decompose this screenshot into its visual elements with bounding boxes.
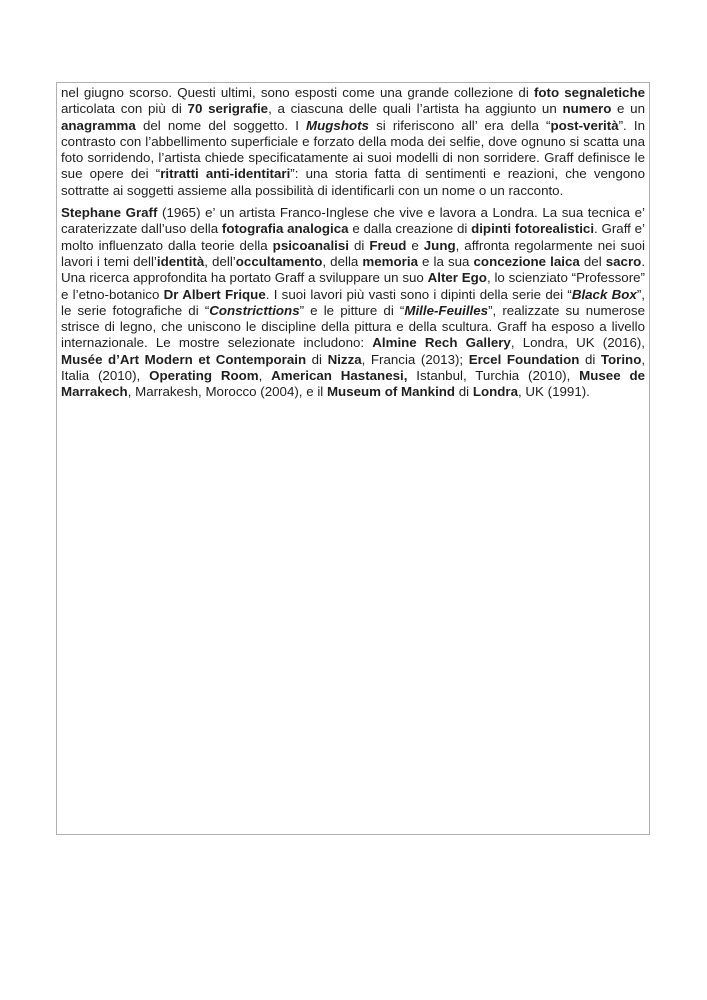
text-run: concezione laica xyxy=(473,253,580,269)
text-run: , della xyxy=(322,253,363,269)
text-run: (1965) e’ un artista Franco-Inglese che vive e lavora a Londra. La sua tecnica e’ caraterizzate dall’uso della xyxy=(61,205,645,237)
text-run: Freud xyxy=(369,237,407,253)
text-run: Londra xyxy=(472,384,519,400)
text-run: Mugshots xyxy=(306,117,369,133)
text-run: di xyxy=(306,351,328,367)
text-run: ”, le serie fotografiche di “ xyxy=(61,286,645,318)
text-run: Istanbul, Turchia (2010), xyxy=(407,368,580,384)
text-run: nel giugno scorso. Questi ultimi, sono esposti come una grande collezione di xyxy=(61,85,534,100)
text-run: Musée d’Art Modern et Contemporain xyxy=(61,351,307,367)
text-run: , Italia (2010), xyxy=(61,351,646,384)
text-run: Constricttions xyxy=(209,302,300,318)
text-run: sacro xyxy=(605,253,642,269)
text-run: Museum of Mankind xyxy=(326,384,456,400)
text-run: Nizza xyxy=(327,351,362,367)
text-run: . I suoi lavori più vasti sono i dipinti della serie dei “ xyxy=(265,286,572,302)
text-run: foto segnaletiche xyxy=(533,85,646,100)
text-run: occultamento xyxy=(235,253,323,269)
text-run: Torino xyxy=(600,351,642,367)
text-run: , dell’ xyxy=(204,253,236,269)
text-run: , xyxy=(258,368,272,384)
text-run: e xyxy=(406,237,424,253)
text-run: numero xyxy=(562,101,612,117)
paragraph-artist-bio xyxy=(61,205,645,401)
text-run: . Una ricerca approfondita ha portato Graff a sviluppare un suo xyxy=(61,253,646,286)
text-run: , Marrakesh, Morocco (2004), e il xyxy=(127,384,327,400)
text-run: si riferiscono all’ era della “ xyxy=(368,117,551,133)
text-run: American Hastanesi, xyxy=(271,368,408,384)
text-run: , affronta regolarmente nei suoi lavori i temi dell’ xyxy=(61,237,645,269)
text-run: Alter Ego xyxy=(427,270,487,286)
text-run: Almine Rech Gallery xyxy=(372,335,511,351)
text-run: Dr Albert Frique xyxy=(163,286,266,302)
text-run: Mille-Feuilles xyxy=(404,302,489,318)
text-run: ”, realizzate su numerose strisce di legno, che uniscono le discipline della pittura e della scultura. Graff ha esposo a livello internazionale. Le mostre selezionate includono: xyxy=(61,302,645,351)
text-run: Operating Room xyxy=(149,368,259,384)
text-run: fotografia analogica xyxy=(221,221,349,237)
text-run: dipinti fotorealistici xyxy=(471,221,595,237)
text-run: articolata con più di xyxy=(61,101,188,117)
text-run: di xyxy=(455,384,473,400)
text-run: . Graff e’ molto influenzato dalla teorie della xyxy=(61,221,646,253)
text-run: di xyxy=(348,237,370,253)
text-run: Black Box xyxy=(571,286,637,302)
text-run: , a ciascuna delle quali l’artista ha aggiunto un xyxy=(268,101,563,117)
text-run: , UK (1991). xyxy=(518,384,590,400)
text-run: Jung xyxy=(423,237,456,253)
text-run: , Francia (2013); xyxy=(361,351,469,367)
text-run: e un xyxy=(611,101,645,117)
text-run: Musee de Marrakech xyxy=(61,368,646,400)
text-run: e dalla creazione di xyxy=(348,221,472,237)
text-run: ”: una storia fatta di sentimenti e reazioni, che vengono sottratte ai soggetti assieme alla possibilità di identificarli con un nome o un racconto. xyxy=(61,166,645,198)
text-run: anagramma xyxy=(61,117,136,133)
text-run: identità xyxy=(156,253,205,269)
text-run: e la sua xyxy=(417,253,474,269)
text-run: 70 serigrafie xyxy=(187,101,269,117)
paragraph-mugshots xyxy=(61,85,645,199)
text-run: ”. In contrasto con l’abbellimento superficiale e forzato della moda dei selfie, dove ognuno si scatta una foto sorridendo, l’artista chiede specificatamente ai suoi modelli di non sorridere. Graff definisce le sue opere dei “ xyxy=(61,117,645,182)
text-run: post-verità xyxy=(550,117,619,133)
text-run: memoria xyxy=(362,253,418,269)
text-run: ritratti anti-identitari xyxy=(160,166,291,182)
text-run: , lo scienziato “Professore” e l’etno-botanico xyxy=(61,270,645,302)
text-frame xyxy=(56,82,650,835)
text-run: Ercel Foundation xyxy=(468,351,580,367)
text-run: Stephane Graff xyxy=(61,205,158,221)
text-run: del xyxy=(579,253,606,269)
text-run: , Londra, UK (2016), xyxy=(510,335,645,351)
text-run: del nome del soggetto. I xyxy=(135,117,307,133)
text-run: psicoanalisi xyxy=(272,237,349,253)
text-run: di xyxy=(579,351,601,367)
text-run: ” e le pitture di “ xyxy=(299,302,405,318)
